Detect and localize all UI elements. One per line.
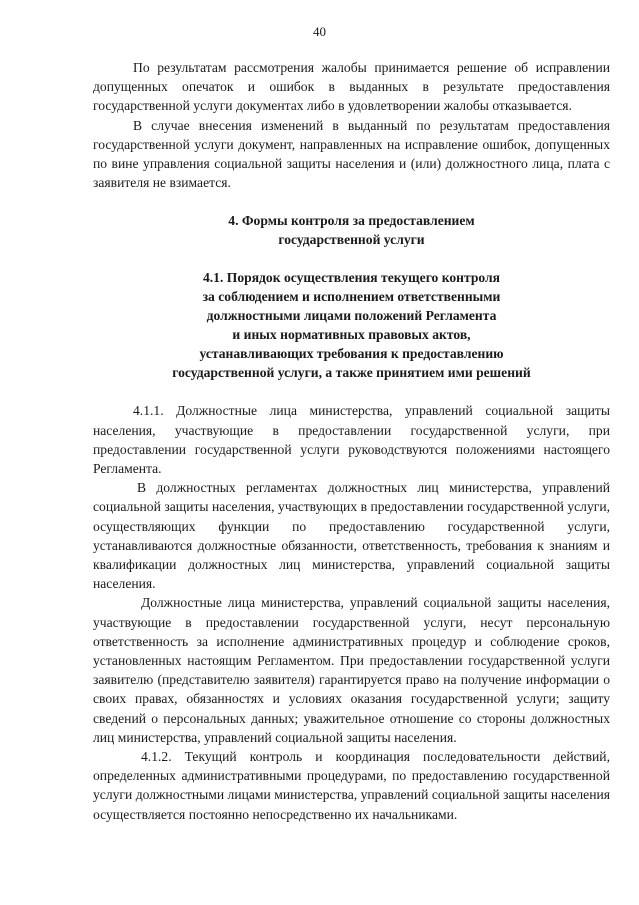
subsection-heading-line: должностными лицами положений Регламента <box>206 308 497 324</box>
subsection-heading <box>93 268 610 382</box>
section-heading <box>93 211 610 249</box>
paragraph-no-fee: В случае внесения изменений в выданный по результатам предоставления государственной услуги документ, направленных на исправление ошибок, допущенных по вине управления социальной защиты населения и (или) должностного лица, плата с заявителя не взимается. <box>93 117 610 191</box>
section-heading-line: государственной услуги <box>278 232 425 248</box>
section-heading-line: 4. Формы контроля за предоставлением <box>228 213 475 229</box>
paragraph-complaint-decision: По результатам рассмотрения жалобы принимается решение об исправлении допущенных опечаток и ошибок в выданных в результате предоставления государственной услуги документах либо в удовлетворении жалобы отказывается. <box>93 60 610 114</box>
subsection-heading-line: 4.1. Порядок осуществления текущего контроля <box>202 270 501 286</box>
paragraph-4-1-1: 4.1.1. Должностные лица министерства, управлений социальной защиты населения, участвующие в предоставлении государственной услуги, при предоставлении государственной услуги руководствуются положениями настоящего Регламента. <box>93 403 610 477</box>
page-number: 40 <box>313 24 326 39</box>
subsection-heading-line: государственной услуги, а также принятием ими решений <box>172 365 531 381</box>
paragraph-personal-responsibility: Должностные лица министерства, управлений социальной защиты населения, участвующие в предоставлении государственной услуги, несут персональную ответственность за исполнение административных процедур и соблюдение сроков, установленных настоящим Регламентом. При предоставлении государственной услуги заявителю (представителю заявителя) гарантируется право на получение информации о своих правах, обязанностях и условиях оказания государственной услуги; защиту сведений о персональных данных; уважительное отношение со стороны должностных лиц министерства, управлений социальной защиты населения. <box>93 595 610 745</box>
subsection-heading-line: и иных нормативных правовых актов, <box>232 327 471 343</box>
subsection-heading-line: за соблюдением и исполнением ответственными <box>202 289 501 305</box>
paragraph-job-regulations: В должностных регламентах должностных лиц министерства, управлений социальной защиты населения, участвующих в предоставлении государственной услуги, осуществляющих функции по предоставлению государственной услуги, устанавливаются должностные обязанности, ответственность, требования к знаниям и квалификации должностных лиц министерства, управлений социальной защиты населения. <box>93 480 610 592</box>
paragraph-4-1-2: 4.1.2. Текущий контроль и координация последовательности действий, определенных административными процедурами, по предоставлению государственной услуги должностными лицами министерства, управлений социальной защиты населения осуществляется постоянно непосредственно их начальниками. <box>93 749 610 822</box>
document-body <box>93 58 610 824</box>
subsection-heading-line: устанавливающих требования к предоставлению <box>199 346 504 362</box>
